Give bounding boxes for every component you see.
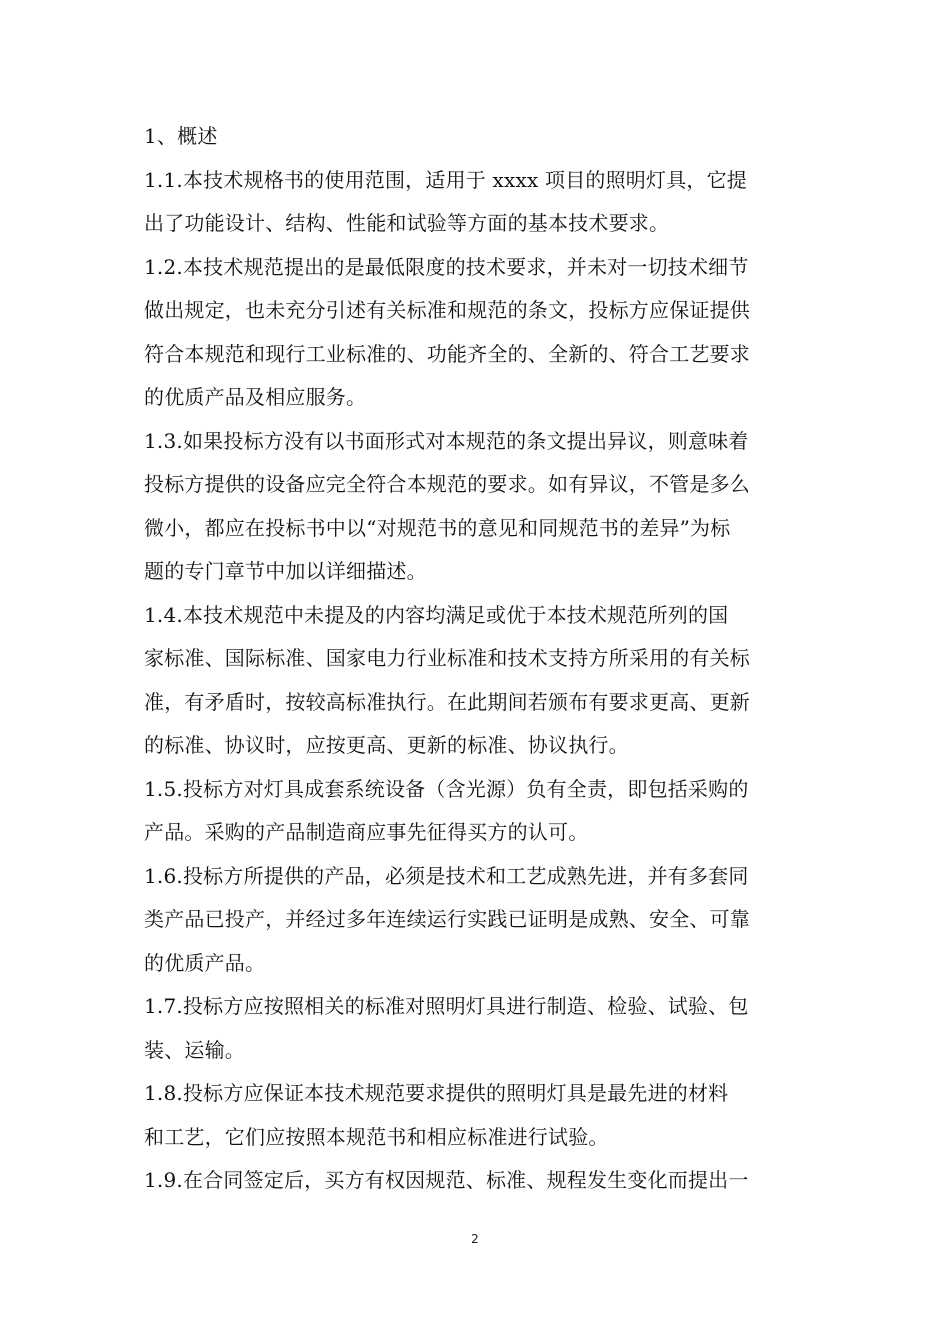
section-heading: 1、概述 — [144, 124, 218, 148]
text-line: 的优质产品及相应服务。 — [144, 385, 367, 409]
text-line: 和工艺，它们应按照本规范书和相应标准进行试验。 — [144, 1124, 609, 1149]
text-line: 1.9.在合同签定后，买方有权因规范、标准、规程发生变化而提出一 — [144, 1168, 749, 1192]
text-line: 投标方提供的设备应完全符合本规范的要求。如有异议，不管是多么 — [144, 472, 750, 496]
text-line: 做出规定，也未充分引述有关标准和规范的条文，投标方应保证提供 — [144, 298, 750, 322]
text-line: 类产品已投产，并经过多年连续运行实践已证明是成熟、安全、可靠 — [144, 907, 750, 931]
text-line: 题的专门章节中加以详细描述。 — [144, 559, 427, 583]
text-line: 出了功能设计、结构、性能和试验等方面的基本技术要求。 — [144, 211, 670, 235]
text-line: 1.7.投标方应按照相关的标准对照明灯具进行制造、检验、试验、包 — [144, 994, 749, 1018]
text-line: 家标准、国际标准、国家电力行业标准和技术支持方所采用的有关标 — [144, 646, 750, 670]
text-line: 1.5.投标方对灯具成套系统设备（含光源）负有全责，即包括采购的 — [144, 776, 749, 801]
text-line: 符合本规范和现行工业标准的、功能齐全的、全新的、符合工艺要求 — [144, 341, 750, 366]
page-number: 2 — [471, 1232, 479, 1246]
text-line: 1.3.如果投标方没有以书面形式对本规范的条文提出异议，则意味着 — [144, 428, 749, 453]
text-line: 1.1.本技术规格书的使用范围，适用于 xxxx 项目的照明灯具，它提 — [144, 167, 747, 192]
text-line: 的优质产品。 — [144, 950, 266, 975]
text-line: 装、运输。 — [144, 1037, 245, 1062]
document-body — [144, 115, 812, 1203]
text-line: 1.4.本技术规范中未提及的内容均满足或优于本技术规范所列的国 — [144, 602, 729, 627]
text-line: 准，有矛盾时，按较高标准执行。在此期间若颁布有要求更高、更新 — [144, 689, 750, 714]
text-line: 微小，都应在投标书中以“对规范书的意见和同规范书的差异”为标 — [144, 515, 731, 540]
text-line: 1.2.本技术规范提出的是最低限度的技术要求，并未对一切技术细节 — [144, 254, 749, 279]
text-line: 产品。采购的产品制造商应事先征得买方的认可。 — [144, 820, 589, 844]
text-line: 的标准、协议时，应按更高、更新的标准、协议执行。 — [144, 733, 629, 757]
text-line: 1.6.投标方所提供的产品，必须是技术和工艺成熟先进，并有多套同 — [144, 863, 749, 888]
text-line: 1.8.投标方应保证本技术规范要求提供的照明灯具是最先进的材料 — [144, 1081, 729, 1105]
